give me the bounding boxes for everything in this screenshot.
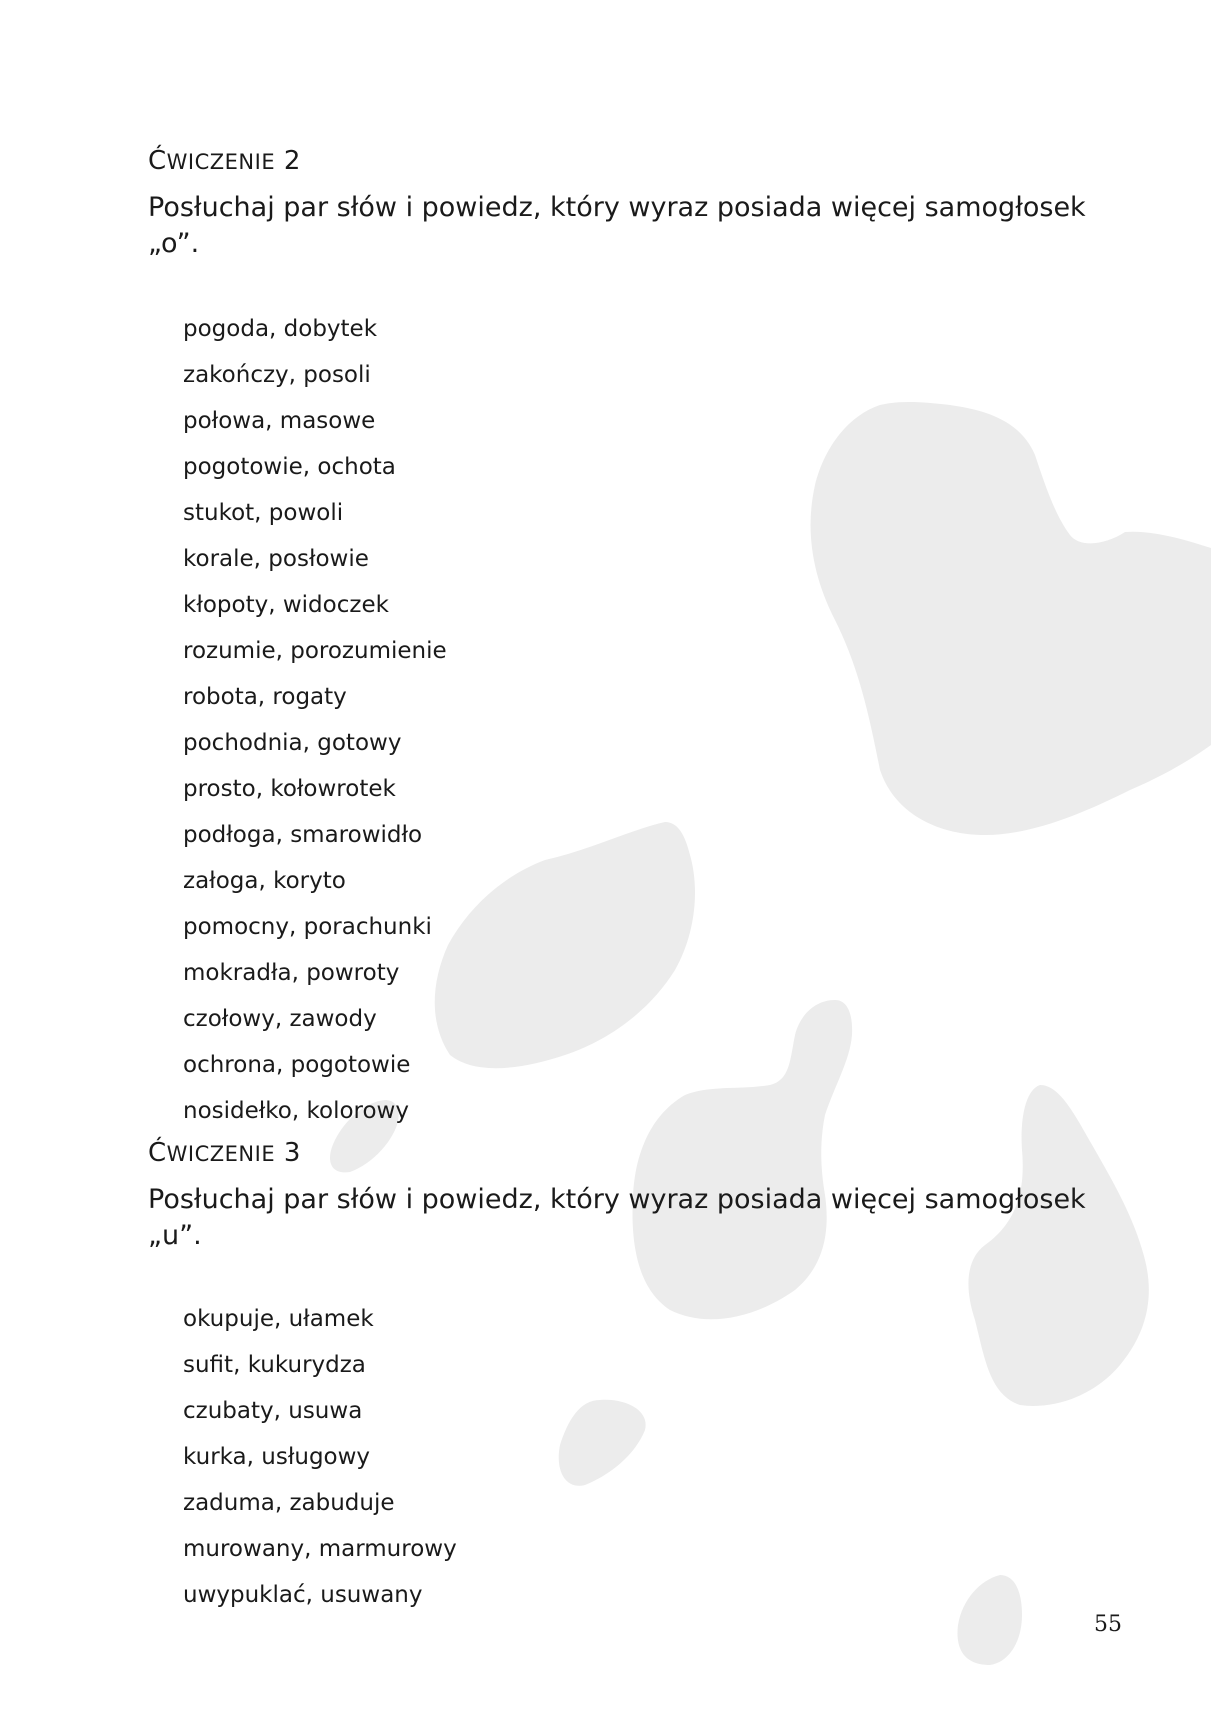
word-pair: murowany, marmurowy [183,1536,457,1562]
word-pair: zakończy, posoli [183,362,371,388]
word-pair: sufit, kukurydza [183,1352,366,1378]
word-pair: kłopoty, widoczek [183,592,389,618]
word-pair: czołowy, zawody [183,1006,377,1032]
word-pair: rozumie, porozumienie [183,638,447,664]
word-pair: uwypuklać, usuwany [183,1582,423,1608]
word-pair: korale, posłowie [183,546,369,572]
exercise-2-instruction: Posłuchaj par słów i powiedz, który wyraz posiada więcej samogłosek „o”. [148,192,1086,259]
exercise-2-word-pairs [148,306,1108,1134]
word-pair: okupuje, ułamek [183,1306,374,1332]
word-pair: pochodnia, gotowy [183,730,402,756]
exercise-3-word-pairs [148,1296,1108,1618]
word-pair: prosto, kołowrotek [183,776,396,802]
word-pair: mokradła, powroty [183,960,400,986]
exercise-3 [148,1137,1108,1618]
exercise-3-instruction: Posłuchaj par słów i powiedz, który wyraz posiada więcej samogłosek „u”. [148,1184,1086,1251]
word-pair: połowa, masowe [183,408,376,434]
word-pair: ochrona, pogotowie [183,1052,411,1078]
word-pair: robota, rogaty [183,684,347,710]
exercise-2-title: ĆWICZENIE 2 [148,146,301,176]
word-pair: pogoda, dobytek [183,316,378,342]
exercise-3-title: ĆWICZENIE 3 [148,1138,301,1168]
word-pair: podłoga, smarowidło [183,822,423,848]
word-pair: stukot, powoli [183,500,344,526]
exercise-2 [148,145,1108,1134]
word-pair: czubaty, usuwa [183,1398,363,1424]
word-pair: kurka, usługowy [183,1444,371,1470]
word-pair: pogotowie, ochota [183,454,396,480]
word-pair: pomocny, porachunki [183,914,432,940]
word-pair: załoga, koryto [183,868,346,894]
page-number: 55 [1094,1612,1122,1637]
word-pair: zaduma, zabuduje [183,1490,395,1516]
word-pair: nosidełko, kolorowy [183,1098,409,1124]
